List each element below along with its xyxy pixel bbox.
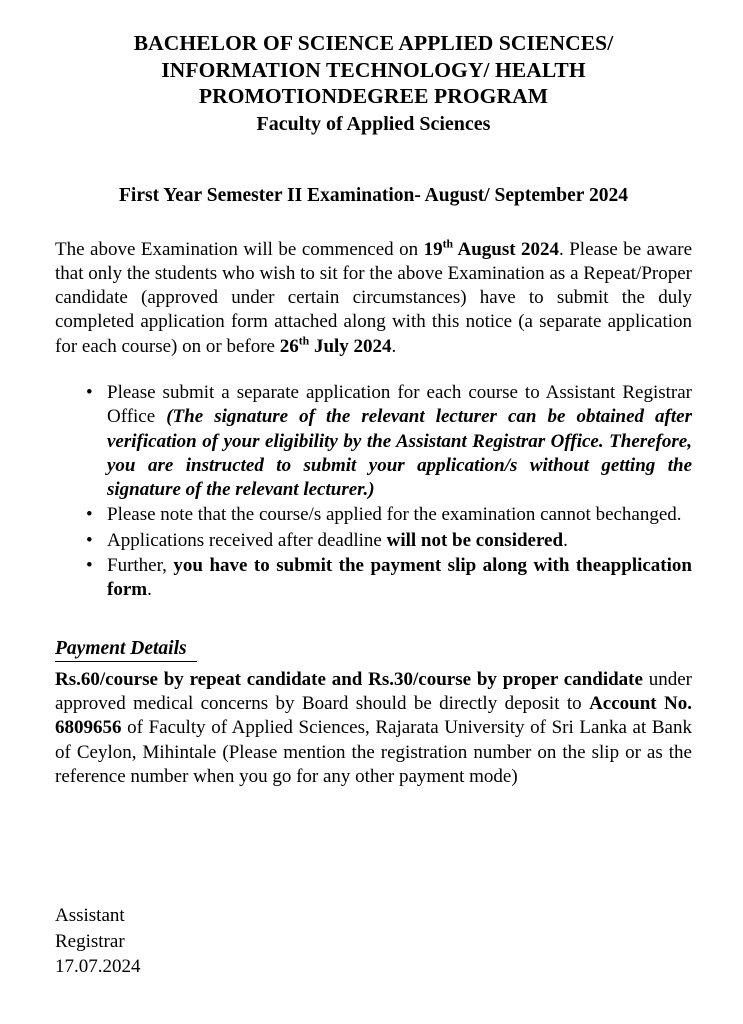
commencement-date-rest: August 2024 bbox=[453, 238, 560, 260]
faculty-subtitle: Faculty of Applied Sciences bbox=[256, 112, 491, 135]
deadline-date-rest: July 2024 bbox=[309, 335, 392, 357]
list-item bbox=[55, 381, 692, 502]
signature-date: 17.07.2024 bbox=[55, 956, 141, 977]
payment-fees: Rs.60/course by repeat candidate and Rs.30/course by proper candidate bbox=[55, 668, 643, 690]
bullet-icon: • bbox=[86, 529, 93, 551]
list-item-text: Applications received after deadline bbox=[107, 529, 387, 551]
payment-account-number: Account No. 6809656 bbox=[55, 692, 692, 739]
bullet-icon: • bbox=[86, 555, 93, 577]
signatory-title-line-2: Registrar bbox=[55, 930, 125, 952]
list-item-text: Please note that the course/s applied for the examination cannot bechanged. bbox=[107, 504, 682, 526]
page-title-line-1: BACHELOR OF SCIENCE APPLIED SCIENCES/ bbox=[133, 31, 614, 55]
signature-block bbox=[55, 903, 141, 980]
commencement-date bbox=[424, 239, 559, 260]
page-title-line-3: PROMOTIONDEGREE PROGRAM bbox=[198, 84, 549, 108]
list-item bbox=[55, 554, 692, 603]
payment-paragraph bbox=[55, 668, 692, 789]
payment-text-2: of Faculty of Applied Sciences, Rajarata University of Sri Lanka at Bank of Ceylon, Mihintale (Please mention the registration number on the slip or as the reference number when you go for any other payment mode) bbox=[55, 717, 692, 787]
list-item-text-end: . bbox=[147, 579, 152, 601]
payment-text-1: under approved medical concerns by Board should be directly deposit to bbox=[55, 668, 692, 714]
bullet-icon: • bbox=[86, 381, 93, 403]
signatory-title-line-1: Assistant bbox=[55, 905, 125, 926]
intro-paragraph bbox=[55, 238, 692, 359]
commencement-date-number: 19 bbox=[423, 238, 443, 260]
deadline-date-number: 26 bbox=[279, 335, 299, 357]
commencement-date-ordinal: th bbox=[442, 237, 454, 251]
list-item-text: Please submit a separate application for each course to Assistant Registrar Office bbox=[107, 381, 692, 428]
list-item-emphasis: will not be considered bbox=[386, 529, 564, 551]
payment-details-heading: Payment Details bbox=[55, 637, 197, 662]
intro-text-3: . bbox=[391, 335, 397, 357]
list-item-text: Further, bbox=[107, 555, 174, 577]
list-item-emphasis: you have to submit the payment slip along with theapplication form bbox=[107, 555, 692, 601]
deadline-date bbox=[280, 336, 392, 357]
list-item-text-end: . bbox=[563, 529, 568, 551]
document-content bbox=[55, 30, 692, 789]
list-item bbox=[55, 503, 692, 527]
page-title bbox=[55, 30, 692, 110]
list-item bbox=[55, 529, 692, 553]
list-item-emphasis: (The signature of the relevant lecturer can be obtained after verification of your eligibility by the Assistant Registrar Office. Therefore, you are instructed to submit your application/s without getting the signature of the relevant lecturer.) bbox=[107, 406, 692, 501]
examination-heading: First Year Semester II Examination- August/ September 2024 bbox=[119, 184, 628, 206]
intro-text-1: The above Examination will be commenced on bbox=[55, 238, 424, 260]
page-title-line-2: INFORMATION TECHNOLOGY/ HEALTH bbox=[161, 57, 586, 82]
intro-text-2: . Please be aware that only the students who wish to sit for the above Examination as a Repeat/Proper candidate (approved under certain circumstances) have to submit the duly completed application form attached along with this notice (a separate application for each course) on or before bbox=[55, 238, 692, 357]
bullet-icon: • bbox=[86, 504, 93, 526]
deadline-date-ordinal: th bbox=[298, 334, 310, 348]
instructions-list bbox=[55, 381, 692, 603]
payment-details-heading-wrap bbox=[55, 637, 692, 662]
